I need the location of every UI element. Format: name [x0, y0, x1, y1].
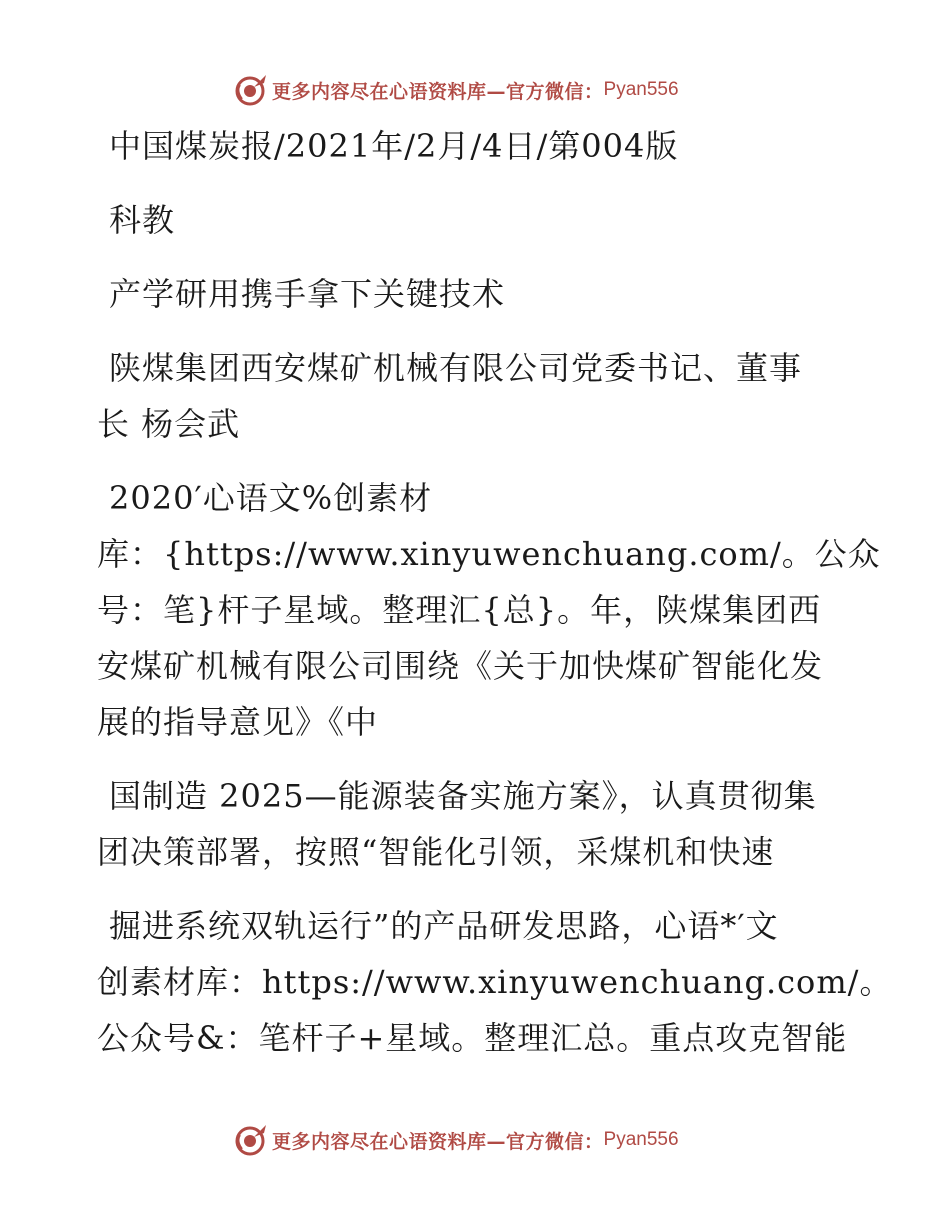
paragraph-line: 2020′心语文%创素材 — [109, 479, 433, 517]
watermark-text: 更多内容尽在心语资料库—官方微信： — [272, 80, 604, 103]
watermark-wechat-id: Pyan556 — [603, 1129, 679, 1150]
article-headline: 产学研用携手拿下关键技术 — [109, 275, 506, 313]
paragraph-line: 号：笔}杆子星域。整理汇{总}。年，陕煤集团西 — [97, 591, 822, 629]
paragraph-line: 公众号&：笔杆子+星域。整理汇总。重点攻克智能 — [97, 1019, 848, 1057]
paragraph-line: 团决策部署，按照“智能化引领，采煤机和快速 — [97, 833, 775, 871]
watermark-banner-top — [234, 70, 679, 110]
pen-seal-logo-icon — [234, 1123, 268, 1157]
watermark-banner-bottom — [234, 1120, 679, 1160]
article-author-line-cont: 长 杨会武 — [97, 405, 241, 443]
watermark-text: 更多内容尽在心语资料库—官方微信： — [272, 1130, 604, 1153]
paragraph-line: 库：{https://www.xinyuwenchuang.com/。公众 — [97, 535, 881, 573]
watermark-wechat-id: Pyan556 — [603, 79, 679, 100]
article-section: 科教 — [109, 201, 176, 239]
paragraph-line: 创素材库：https://www.xinyuwenchuang.com/。 — [97, 963, 893, 1001]
paragraph-line: 掘进系统双轨运行”的产品研发思路，心语*′文 — [109, 907, 779, 945]
article-author-line: 陕煤集团西安煤矿机械有限公司党委书记、董事 — [109, 349, 803, 387]
pen-seal-logo-icon — [234, 73, 268, 107]
paragraph-line: 安煤矿机械有限公司围绕《关于加快煤矿智能化发 — [97, 647, 824, 685]
article-source-line: 中国煤炭报/2021年/2月/4日/第004版 — [109, 127, 679, 165]
paragraph-line: 展的指导意见》《中 — [97, 703, 379, 741]
paragraph-line: 国制造 2025—能源装备实施方案》，认真贯彻集 — [109, 777, 817, 815]
document-body — [97, 118, 893, 1066]
